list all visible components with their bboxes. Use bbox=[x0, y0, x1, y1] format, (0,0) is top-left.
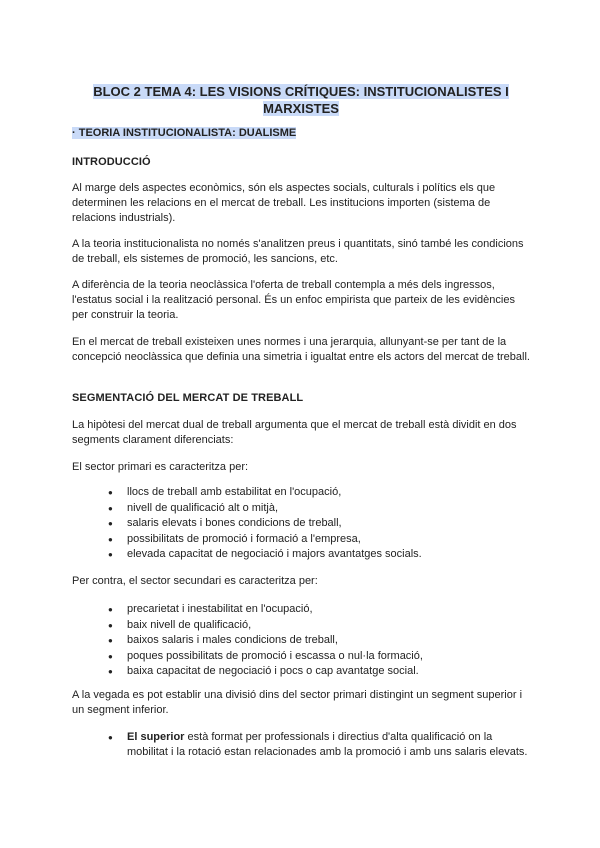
intro-paragraph-4: En el mercat de treball existeixen unes normes i una jerarquia, allunyant-se per tant de la concepció neoclàssica que definia una simetria i igualtat entre els actors del mercat de treball. bbox=[72, 336, 530, 363]
superior-label: El superior bbox=[127, 731, 185, 743]
list-item: ● baix nivell de qualificació, bbox=[72, 618, 530, 634]
superior-segment-list bbox=[72, 730, 530, 760]
list-item: ● baixos salaris i males condicions de treball, bbox=[72, 633, 530, 649]
section-subtitle: · TEORIA INSTITUCIONALISTA: DUALISME bbox=[72, 127, 297, 139]
list-item: ● poques possibilitats de promoció i escassa o nul·la formació, bbox=[72, 649, 530, 665]
list-item: ● possibilitats de promoció i formació a l'empresa, bbox=[72, 532, 530, 548]
list-item bbox=[72, 730, 530, 760]
list-item: ● precarietat i inestabilitat en l'ocupació, bbox=[72, 602, 530, 618]
list-item: ● nivell de qualificació alt o mitjà, bbox=[72, 501, 530, 517]
secondary-sector-intro: Per contra, el sector secundari es caracteritza per: bbox=[72, 575, 318, 587]
superior-text: està format per professionals i directius d'alta qualificació on la mobilitat i la rotació estan relacionades amb la promoció i amb uns salaris elevats. bbox=[127, 731, 528, 758]
page-title: BLOC 2 TEMA 4: LES VISIONS CRÍTIQUES: INSTITUCIONALISTES I MARXISTES bbox=[93, 84, 509, 116]
intro-paragraph-1: Al marge dels aspectes econòmics, són els aspectes socials, culturals i polítics els que determinen les relacions en el mercat de treball. Les institucions importen (sistema de relacions industrials). bbox=[72, 182, 496, 224]
primary-sector-list bbox=[72, 485, 530, 563]
list-item: ● llocs de treball amb estabilitat en l'ocupació, bbox=[72, 485, 530, 501]
segmentation-heading: SEGMENTACIÓ DEL MERCAT DE TREBALL bbox=[72, 392, 304, 404]
primary-sector-intro: El sector primari es caracteritza per: bbox=[72, 461, 249, 473]
secondary-sector-list bbox=[72, 602, 530, 680]
list-item: ● salaris elevats i bones condicions de treball, bbox=[72, 516, 530, 532]
list-item: ● elevada capacitat de negociació i majors avantatges socials. bbox=[72, 547, 530, 563]
intro-heading: INTRODUCCIÓ bbox=[72, 156, 151, 168]
intro-paragraph-3: A diferència de la teoria neoclàssica l'oferta de treball contempla a més dels ingressos, l'estatus social i la realització personal. És un enfoc empirista que parteix de les evidències per construir la teoria. bbox=[72, 279, 515, 321]
list-item: ● baixa capacitat de negociació i pocs o cap avantatge social. bbox=[72, 664, 530, 680]
segmentation-paragraph: La hipòtesi del mercat dual de treball argumenta que el mercat de treball està dividit en dos segments clarament diferenciats: bbox=[72, 419, 517, 446]
intro-paragraph-2: A la teoria institucionalista no només s'analitzen preus i quantitats, sinó també les condicions de treball, els sistemes de promoció, les sancions, etc. bbox=[72, 238, 524, 265]
division-paragraph: A la vegada es pot establir una divisió dins del sector primari distingint un segment superior i un segment inferior. bbox=[72, 689, 523, 716]
